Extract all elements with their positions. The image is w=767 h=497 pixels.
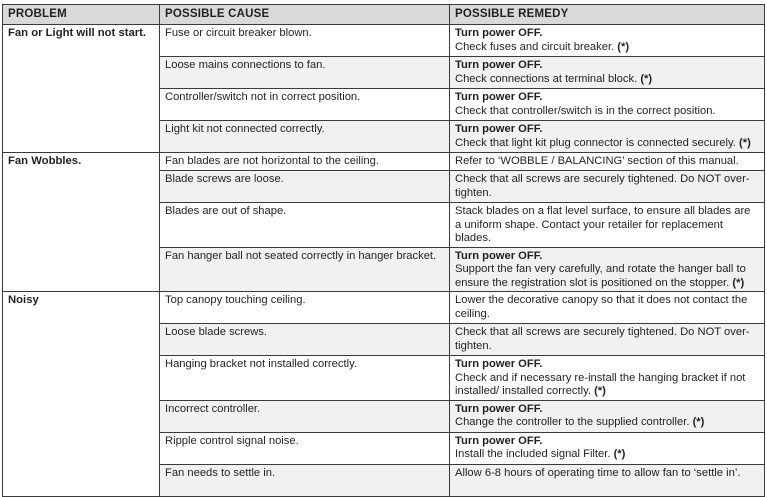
cause-cell: Fan hanger ball not seated correctly in hanger bracket. bbox=[160, 247, 450, 292]
cause-cell: Incorrect controller. bbox=[160, 400, 450, 432]
remedy-cell bbox=[450, 203, 765, 248]
header-possible-cause: POSSIBLE CAUSE bbox=[160, 5, 450, 25]
remedy-cell bbox=[450, 57, 765, 89]
troubleshooting-table bbox=[2, 4, 765, 497]
remedy-cell bbox=[450, 292, 765, 324]
remedy-cell bbox=[450, 324, 765, 356]
remedy-cell bbox=[450, 356, 765, 401]
cause-cell: Loose mains connections to fan. bbox=[160, 57, 450, 89]
remedy-cell bbox=[450, 247, 765, 292]
cause-cell: Controller/switch not in correct position. bbox=[160, 89, 450, 121]
caution-note-marker: (*) bbox=[613, 448, 626, 460]
remedy-cell bbox=[450, 400, 765, 432]
cause-cell: Hanging bracket not installed correctly. bbox=[160, 356, 450, 401]
remedy-title: Turn power OFF. bbox=[455, 123, 543, 135]
caution-note-marker: (*) bbox=[594, 385, 606, 397]
header-problem: PROBLEM bbox=[3, 5, 160, 25]
remedy-text: Allow 6-8 hours of operating time to allow fan to ‘settle in’. bbox=[455, 466, 741, 479]
remedy-title: Turn power OFF. bbox=[455, 358, 543, 370]
remedy-title: Turn power OFF. bbox=[455, 59, 543, 71]
remedy-cell bbox=[450, 464, 765, 496]
remedy-title: Turn power OFF. bbox=[455, 91, 543, 103]
remedy-text: Check connections at terminal block. bbox=[455, 72, 638, 85]
problem-cell: Fan or Light will not start. bbox=[3, 25, 160, 153]
remedy-text: Refer to ‘WOBBLE / BALANCING’ section of this manual. bbox=[455, 155, 739, 167]
caution-note-marker: (*) bbox=[738, 136, 751, 149]
table-row bbox=[3, 292, 765, 324]
cause-cell: Light kit not connected correctly. bbox=[160, 121, 450, 153]
problem-cell: Noisy bbox=[3, 292, 160, 497]
cause-cell: Fuse or circuit breaker blown. bbox=[160, 25, 450, 57]
caution-note-marker: (*) bbox=[617, 40, 630, 53]
cause-cell: Top canopy touching ceiling. bbox=[160, 292, 450, 324]
header-possible-remedy: POSSIBLE REMEDY bbox=[450, 5, 765, 25]
remedy-cell bbox=[450, 121, 765, 153]
cause-cell: Fan blades are not horizontal to the ceiling. bbox=[160, 153, 450, 171]
table-header-row bbox=[3, 5, 765, 25]
table-row bbox=[3, 25, 765, 57]
cause-cell: Ripple control signal noise. bbox=[160, 432, 450, 464]
remedy-title: Turn power OFF. bbox=[455, 402, 543, 415]
remedy-cell bbox=[450, 89, 765, 121]
remedy-text: Check fuses and circuit breaker. bbox=[455, 40, 615, 53]
table-body bbox=[3, 25, 765, 497]
table-row bbox=[3, 153, 765, 171]
remedy-text: Lower the decorative canopy so that it does not contact the ceiling. bbox=[455, 294, 748, 320]
remedy-title: Turn power OFF. bbox=[455, 27, 543, 39]
remedy-text: Install the included signal Filter. bbox=[455, 448, 611, 460]
remedy-title: Turn power OFF. bbox=[455, 249, 543, 262]
caution-note-marker: (*) bbox=[640, 72, 653, 85]
remedy-cell bbox=[450, 153, 765, 171]
caution-note-marker: (*) bbox=[692, 416, 705, 428]
remedy-cell bbox=[450, 25, 765, 57]
remedy-title: Turn power OFF. bbox=[455, 434, 543, 447]
cause-cell: Loose blade screws. bbox=[160, 324, 450, 356]
remedy-cell bbox=[450, 171, 765, 203]
remedy-text: Check that all screws are securely tightened. Do NOT over-tighten. bbox=[455, 326, 750, 352]
remedy-text: Check and if necessary re-install the hanging bracket if not installed/ installed correctly. bbox=[455, 371, 746, 397]
remedy-text: Check that controller/switch is in the correct position. bbox=[455, 104, 716, 117]
troubleshooting-section bbox=[2, 4, 764, 497]
cause-cell: Blade screws are loose. bbox=[160, 171, 450, 203]
cause-cell: Fan needs to settle in. bbox=[160, 464, 450, 496]
remedy-text: Support the fan very carefully, and rotate the hanger ball to ensure the registration slot is positioned on the stopper. bbox=[455, 263, 746, 289]
remedy-text: Check that all screws are securely tightened. Do NOT over-tighten. bbox=[455, 173, 750, 199]
remedy-text: Check that light kit plug connector is connected securely. bbox=[455, 136, 736, 149]
caution-note-marker: (*) bbox=[732, 276, 745, 289]
problem-cell: Fan Wobbles. bbox=[3, 153, 160, 292]
remedy-cell bbox=[450, 432, 765, 464]
remedy-text: Stack blades on a flat level surface, to ensure all blades are a uniform shape. Contact your retailer for replacement blades. bbox=[455, 205, 751, 244]
remedy-text: Change the controller to the supplied controller. bbox=[455, 416, 690, 428]
cause-cell: Blades are out of shape. bbox=[160, 203, 450, 248]
